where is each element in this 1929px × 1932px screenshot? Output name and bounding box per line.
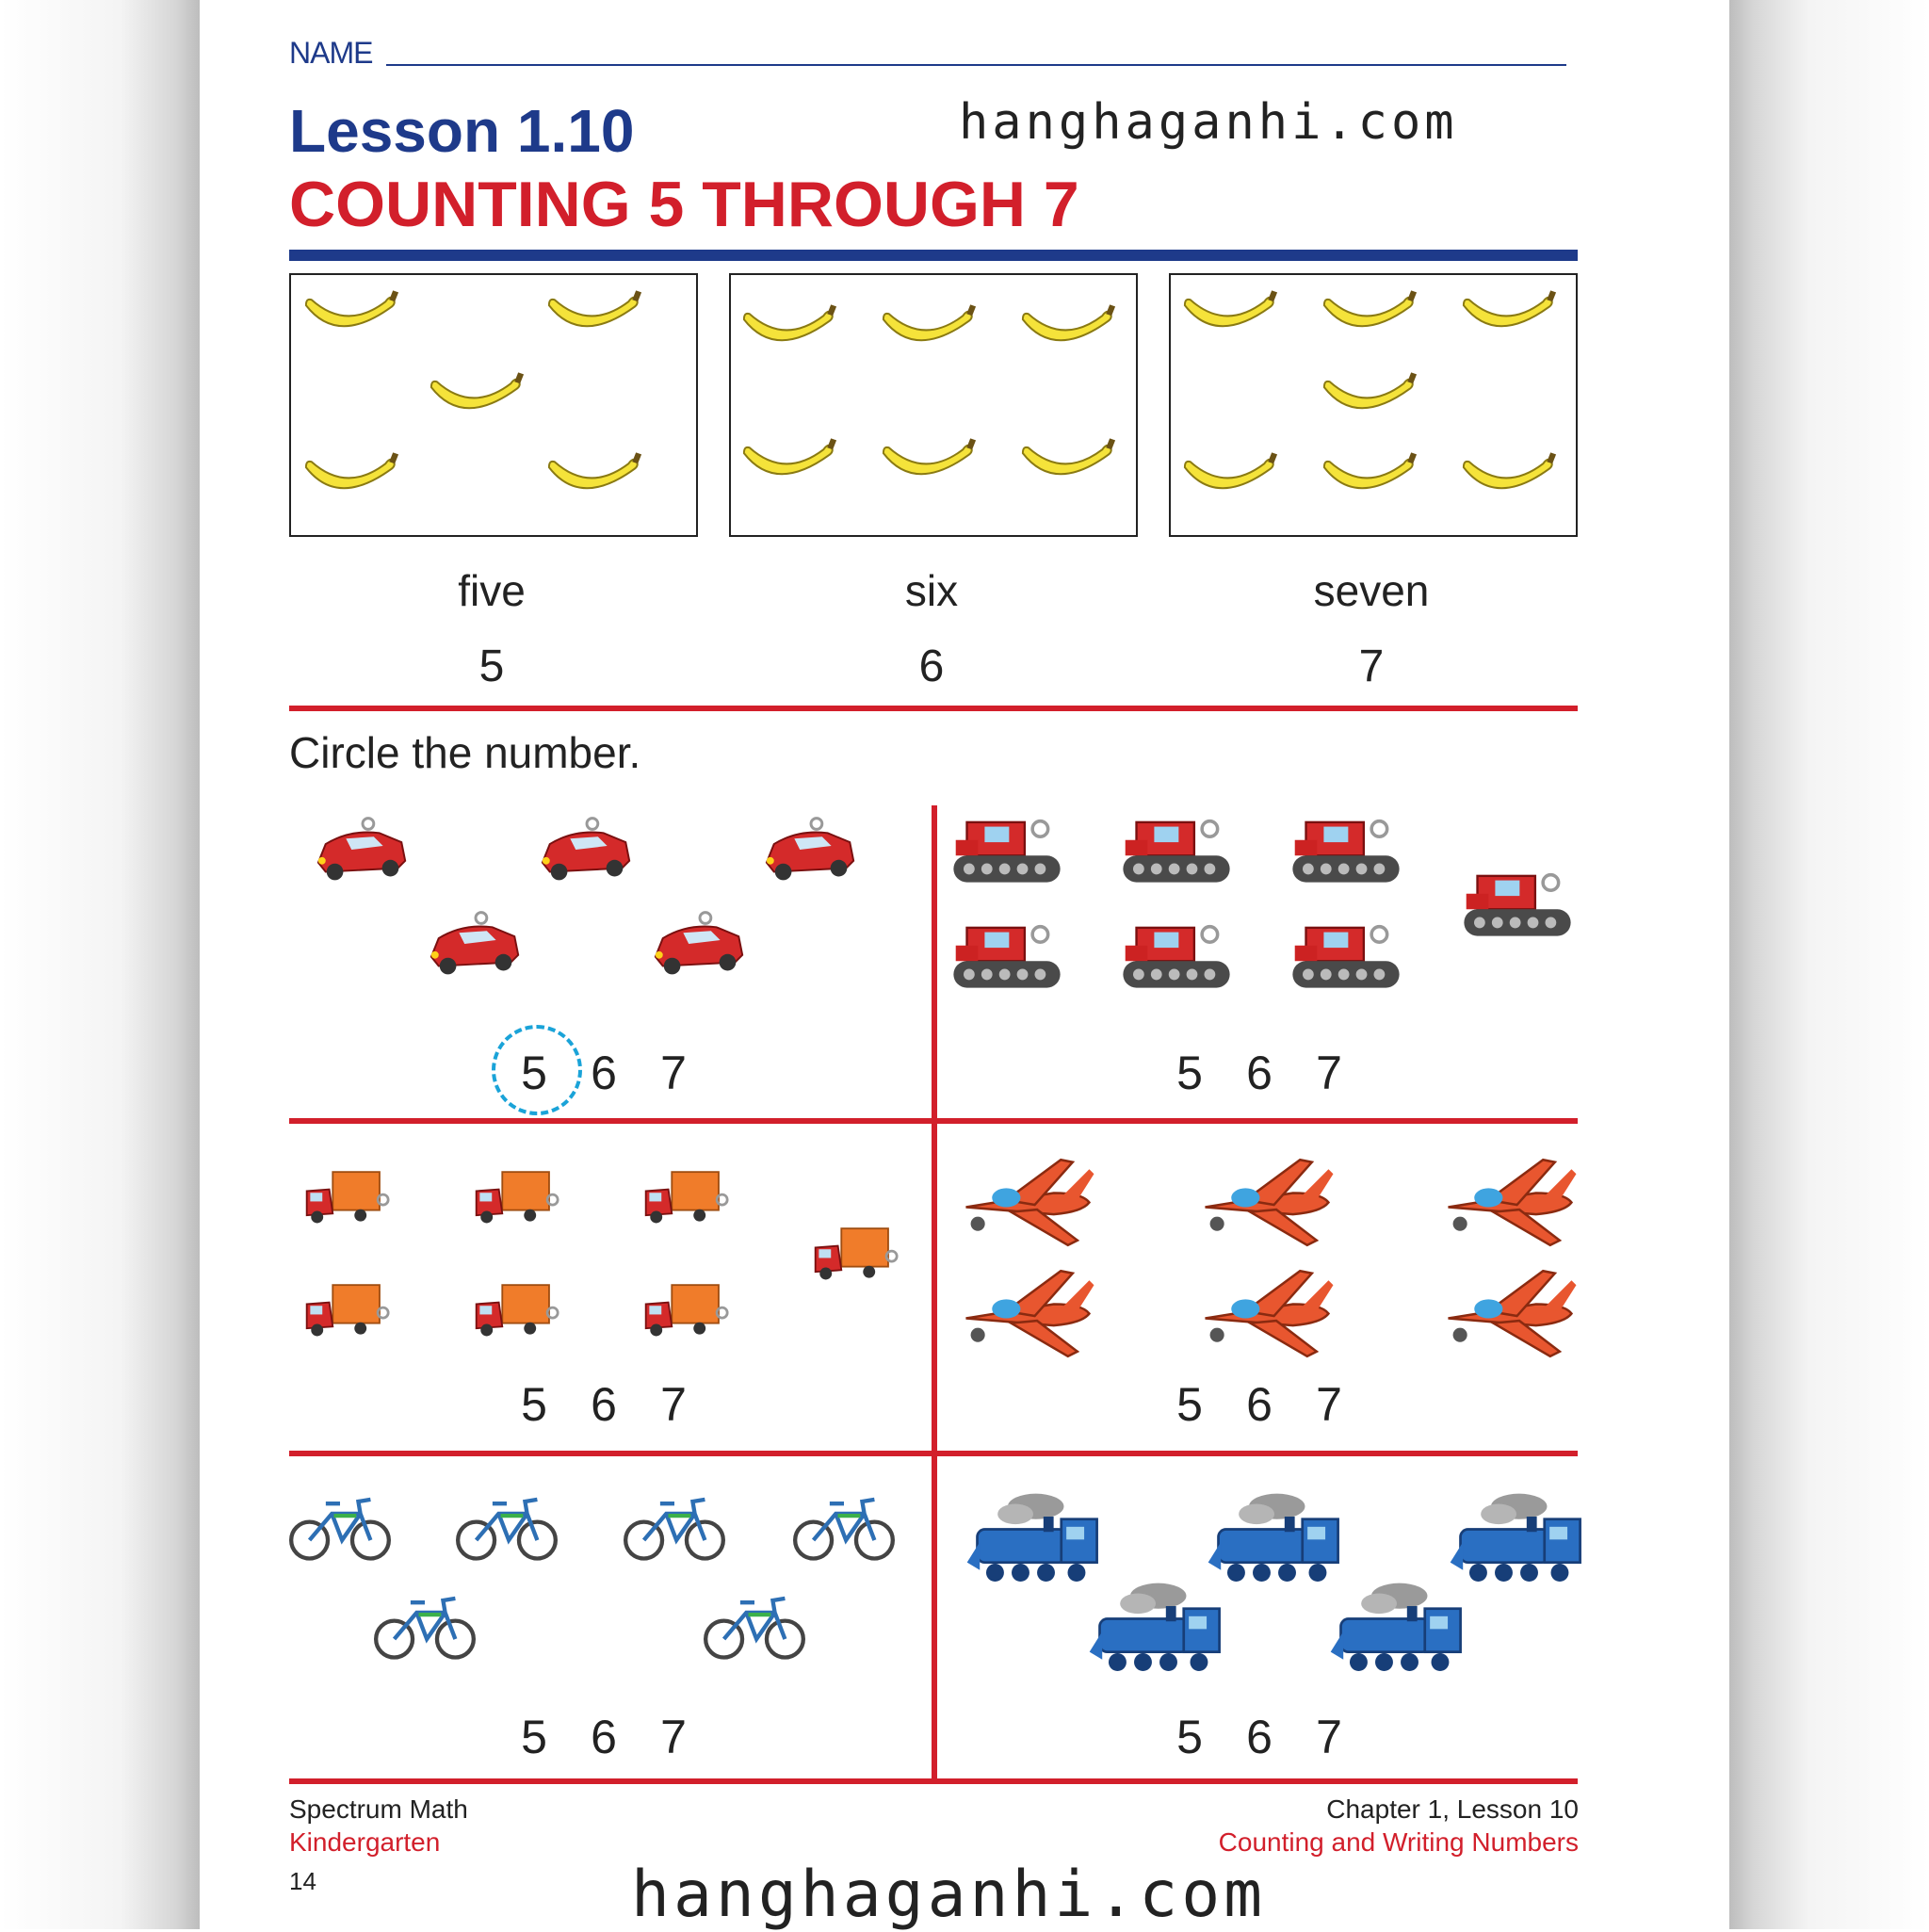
option-6[interactable]: 6 bbox=[591, 1711, 617, 1763]
banana-icon bbox=[1017, 300, 1119, 352]
option-5[interactable]: 5 bbox=[1176, 1047, 1203, 1099]
banana-icon bbox=[1319, 367, 1420, 420]
toy-airplane-icon bbox=[1198, 1151, 1336, 1249]
options-trains bbox=[1174, 1710, 1345, 1764]
lesson-title: COUNTING 5 THROUGH 7 bbox=[289, 169, 1079, 240]
word-six: six bbox=[904, 566, 959, 615]
steam-train-icon bbox=[964, 1484, 1102, 1593]
section-divider bbox=[289, 706, 1578, 711]
option-7[interactable]: 7 bbox=[1316, 1378, 1342, 1431]
toy-car-icon bbox=[650, 904, 752, 982]
toy-car-icon bbox=[537, 810, 639, 887]
option-5[interactable]: 5 bbox=[521, 1378, 547, 1431]
worksheet-page bbox=[200, 0, 1729, 1932]
footer-topic: Counting and Writing Numbers bbox=[1218, 1827, 1579, 1857]
option-7[interactable]: 7 bbox=[1316, 1047, 1342, 1099]
toy-tractor-icon bbox=[1462, 862, 1573, 941]
toy-car-icon bbox=[426, 904, 527, 982]
toy-tractor-icon bbox=[951, 914, 1062, 993]
toy-car-icon bbox=[313, 810, 414, 887]
bicycle-icon bbox=[374, 1583, 476, 1669]
toy-airplane-icon bbox=[959, 1262, 1096, 1360]
digit-seven: 7 bbox=[1358, 641, 1385, 691]
toy-tractor-icon bbox=[1121, 914, 1232, 993]
option-7[interactable]: 7 bbox=[660, 1378, 687, 1431]
toy-airplane-icon bbox=[959, 1151, 1096, 1249]
instruction: Circle the number. bbox=[289, 728, 641, 777]
toy-tractor-icon bbox=[1121, 808, 1232, 887]
banana-icon bbox=[543, 447, 645, 500]
steam-train-icon bbox=[1448, 1484, 1585, 1593]
toy-tractor-icon bbox=[1290, 914, 1402, 993]
toy-airplane-icon bbox=[1441, 1151, 1579, 1249]
grid-row-divider-2 bbox=[289, 1451, 1578, 1456]
option-7[interactable]: 7 bbox=[1316, 1711, 1342, 1763]
banana-icon bbox=[300, 285, 402, 338]
footer-grade: Kindergarten bbox=[289, 1827, 441, 1857]
toy-tractor-icon bbox=[951, 808, 1062, 887]
toy-truck-icon bbox=[642, 1272, 729, 1345]
bicycle-icon bbox=[456, 1484, 558, 1570]
option-7[interactable]: 7 bbox=[660, 1711, 687, 1763]
option-6[interactable]: 6 bbox=[591, 1047, 617, 1099]
toy-airplane-icon bbox=[1198, 1262, 1336, 1360]
bicycle-icon bbox=[624, 1484, 725, 1570]
toy-truck-icon bbox=[303, 1159, 390, 1232]
banana-icon bbox=[1179, 447, 1281, 500]
bicycle-icon bbox=[793, 1484, 895, 1570]
banana-icon bbox=[738, 300, 840, 352]
grid-bottom-divider bbox=[289, 1778, 1578, 1784]
option-6[interactable]: 6 bbox=[1246, 1047, 1272, 1099]
digit-six: 6 bbox=[918, 641, 945, 691]
steam-train-icon bbox=[1087, 1573, 1224, 1682]
lesson-number: Lesson 1.10 bbox=[289, 97, 635, 165]
options-tractors bbox=[1174, 1046, 1345, 1100]
watermark-top: hanghaganhi.com bbox=[959, 94, 1458, 151]
banana-icon bbox=[1458, 447, 1560, 500]
option-6[interactable]: 6 bbox=[1246, 1711, 1272, 1763]
steam-train-icon bbox=[1328, 1573, 1466, 1682]
banana-icon bbox=[543, 285, 645, 338]
name-label: NAME bbox=[289, 36, 373, 70]
left-shadow bbox=[0, 0, 200, 1929]
grid-vertical-divider bbox=[932, 805, 937, 1781]
banana-icon bbox=[1319, 447, 1420, 500]
banana-icon bbox=[300, 447, 402, 500]
banana-icon bbox=[1179, 285, 1281, 338]
page-number: 14 bbox=[289, 1867, 316, 1895]
banana-icon bbox=[738, 433, 840, 486]
footer-chapter: Chapter 1, Lesson 10 bbox=[1326, 1794, 1579, 1824]
banana-icon bbox=[878, 300, 980, 352]
bicycle-icon bbox=[289, 1484, 391, 1570]
option-5[interactable]: 5 bbox=[521, 1047, 547, 1099]
banana-icon bbox=[426, 367, 527, 420]
bicycle-icon bbox=[704, 1583, 805, 1669]
word-five: five bbox=[458, 566, 526, 615]
option-5[interactable]: 5 bbox=[1176, 1711, 1203, 1763]
toy-truck-icon bbox=[473, 1159, 559, 1232]
option-5[interactable]: 5 bbox=[1176, 1378, 1203, 1431]
footer-series: Spectrum Math bbox=[289, 1794, 468, 1824]
option-5[interactable]: 5 bbox=[521, 1711, 547, 1763]
word-seven: seven bbox=[1313, 566, 1430, 615]
toy-tractor-icon bbox=[1290, 808, 1402, 887]
toy-truck-icon bbox=[303, 1272, 390, 1345]
toy-car-icon bbox=[761, 810, 863, 887]
banana-icon bbox=[1017, 433, 1119, 486]
right-shadow bbox=[1729, 0, 1929, 1929]
option-6[interactable]: 6 bbox=[1246, 1378, 1272, 1431]
grid-row-divider-1 bbox=[289, 1118, 1578, 1124]
title-divider bbox=[289, 250, 1578, 261]
toy-truck-icon bbox=[812, 1215, 899, 1289]
options-trucks bbox=[518, 1377, 689, 1432]
options-bicycles bbox=[518, 1710, 689, 1764]
toy-airplane-icon bbox=[1441, 1262, 1579, 1360]
option-7[interactable]: 7 bbox=[660, 1047, 687, 1099]
option-6[interactable]: 6 bbox=[591, 1378, 617, 1431]
banana-icon bbox=[1458, 285, 1560, 338]
banana-icon bbox=[1319, 285, 1420, 338]
digit-five: 5 bbox=[478, 641, 505, 691]
watermark-bottom: hanghaganhi.com bbox=[631, 1858, 1267, 1932]
options-airplanes bbox=[1174, 1377, 1345, 1432]
banana-icon bbox=[878, 433, 980, 486]
name-line[interactable] bbox=[386, 64, 1566, 66]
toy-truck-icon bbox=[642, 1159, 729, 1232]
toy-truck-icon bbox=[473, 1272, 559, 1345]
answer-circle bbox=[492, 1025, 582, 1115]
steam-train-icon bbox=[1206, 1484, 1343, 1593]
